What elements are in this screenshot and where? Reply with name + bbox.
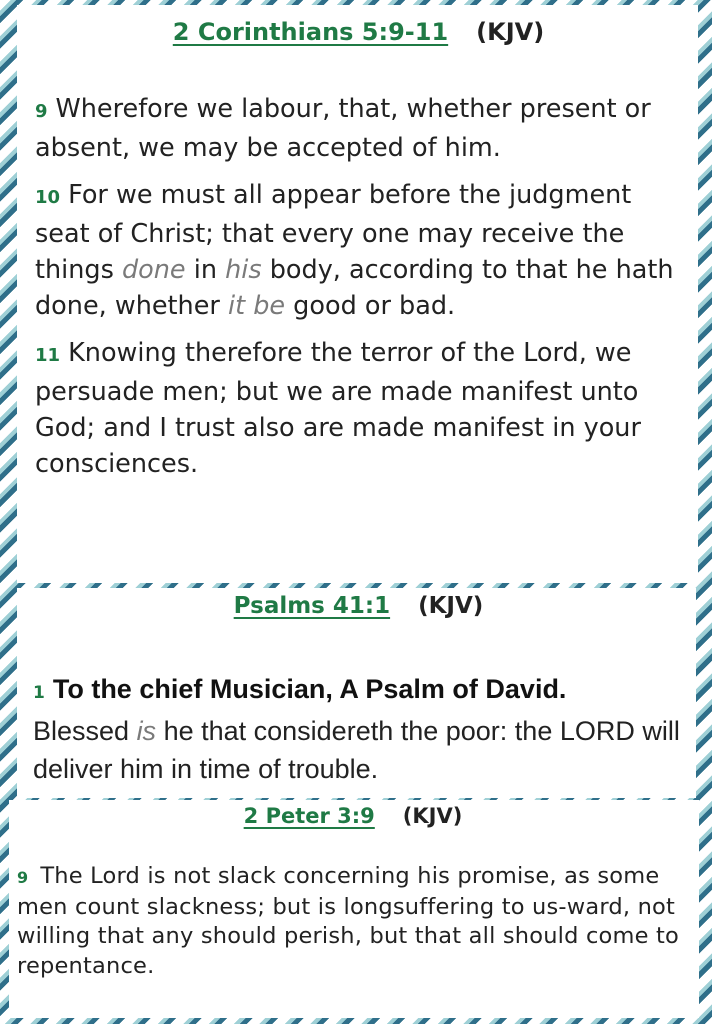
verse-number: 9	[35, 101, 48, 122]
verse-1	[33, 670, 684, 788]
verse-text: Knowing therefore the terror of the Lord, we persuade men; but we are made manifest unto God; and I trust also are made manifest in your consciences.	[35, 338, 641, 479]
scripture-reference-link[interactable]: 2 Peter 3:9	[243, 804, 375, 828]
verse-text: For we must all appear before the judgment seat of Christ; that every one may receive the things	[35, 180, 632, 285]
verse-text: Blessed	[33, 716, 137, 746]
verse-number: 9	[17, 868, 29, 887]
scripture-reference-link[interactable]: 2 Corinthians 5:9-11	[172, 18, 449, 46]
verse-text: body, according to that he hath done, whether	[35, 255, 674, 321]
italic-word: is	[136, 716, 157, 746]
passage-heading	[35, 15, 682, 49]
scripture-reference-link[interactable]: Psalms 41:1	[233, 593, 391, 619]
verse-text: Wherefore we labour, that, whether present or absent, we may be accepted of him.	[35, 94, 651, 163]
passage-card-psalms	[17, 588, 696, 798]
verse-text: he that considereth the poor: the LORD will deliver him in time of trouble.	[33, 716, 680, 784]
verse-number: 10	[35, 187, 61, 208]
verse-text: good or bad.	[285, 291, 456, 321]
italic-word: it be	[228, 291, 286, 321]
verse-text: The Lord is not slack concerning his promise, as some men count slackness; but is longsuffering to us-ward, not willing that any should perish, but that all should come to repentance.	[17, 863, 680, 979]
passage-card-2-corinthians	[17, 5, 698, 583]
verse-number: 1	[33, 683, 45, 703]
passage-card-2-peter	[9, 800, 699, 1018]
passage-heading	[17, 802, 689, 830]
verse-11	[35, 335, 682, 482]
passage-heading	[33, 590, 684, 622]
italic-word: his	[225, 255, 262, 285]
psalm-superscription: To the chief Musician, A Psalm of David.	[52, 674, 567, 704]
verse-9	[35, 91, 682, 166]
bible-version-label: (KJV)	[476, 18, 545, 46]
bible-version-label: (KJV)	[402, 804, 463, 828]
verse-10	[35, 177, 682, 324]
bible-version-label: (KJV)	[418, 593, 484, 619]
verse-number: 11	[35, 345, 61, 366]
italic-word: done	[121, 255, 186, 285]
verse-9	[17, 862, 689, 981]
verse-text: in	[185, 255, 226, 285]
